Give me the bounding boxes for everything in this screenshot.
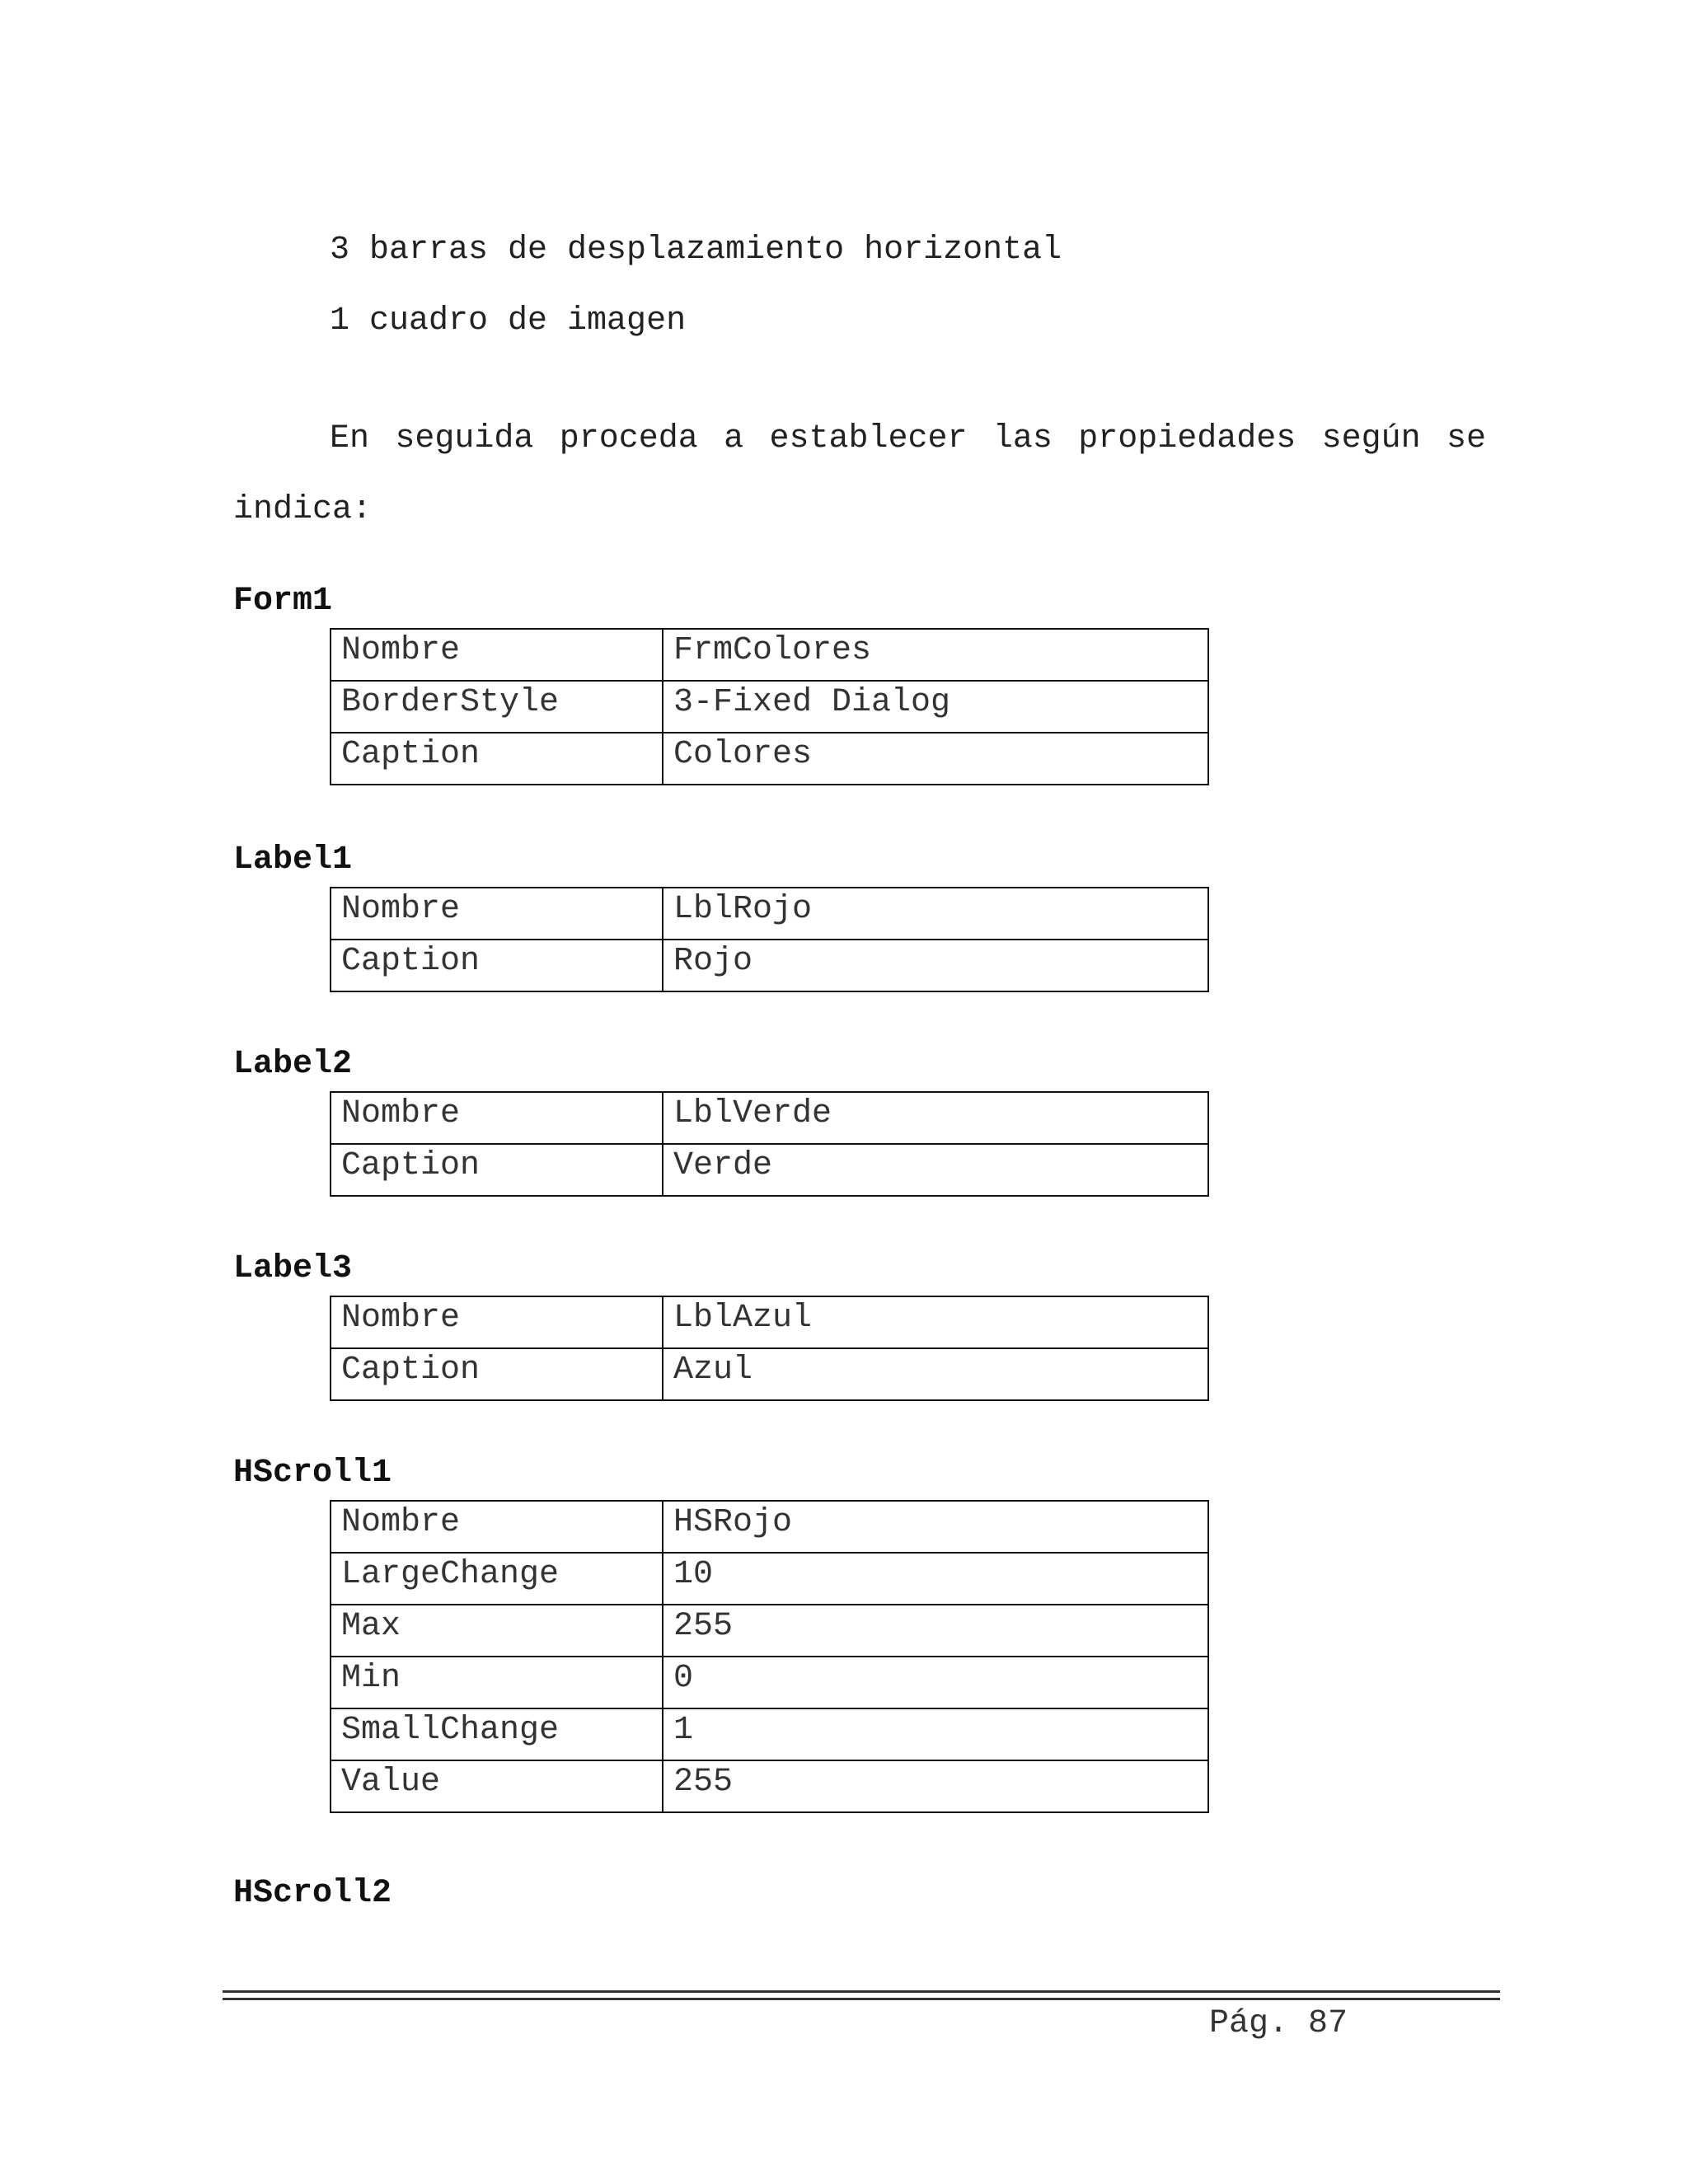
property-value: 1 <box>663 1708 1208 1760</box>
property-name: Caption <box>331 1144 663 1196</box>
property-value: Rojo <box>663 940 1208 991</box>
table-row <box>331 940 1208 991</box>
table-row <box>331 1501 1208 1553</box>
table-row <box>331 733 1208 785</box>
property-value: LblVerde <box>663 1092 1208 1144</box>
property-value: 0 <box>663 1657 1208 1708</box>
table-row <box>331 1296 1208 1348</box>
table-row <box>331 1657 1208 1708</box>
table-row <box>331 1553 1208 1605</box>
property-name: Nombre <box>331 1501 663 1553</box>
property-value: 255 <box>663 1760 1208 1812</box>
property-name: Nombre <box>331 1092 663 1144</box>
property-name: BorderStyle <box>331 681 663 733</box>
property-name: Max <box>331 1605 663 1657</box>
property-value: LblRojo <box>663 888 1208 940</box>
properties-table <box>330 1091 1209 1197</box>
list-line-scrollbars: 3 barras de desplazamiento horizontal <box>330 232 1062 269</box>
property-value: 3-Fixed Dialog <box>663 681 1208 733</box>
property-value: Azul <box>663 1348 1208 1400</box>
properties-table <box>330 1500 1209 1813</box>
property-name: Nombre <box>331 1296 663 1348</box>
footer-divider <box>223 1990 1500 1993</box>
property-value: LblAzul <box>663 1296 1208 1348</box>
property-name: Nombre <box>331 888 663 940</box>
table-row <box>331 888 1208 940</box>
list-line-image-box: 1 cuadro de imagen <box>330 302 687 340</box>
section-heading: Label3 <box>233 1250 353 1287</box>
table-row <box>331 681 1208 733</box>
property-value: 10 <box>663 1553 1208 1605</box>
property-name: Caption <box>331 733 663 785</box>
property-value: HSRojo <box>663 1501 1208 1553</box>
section-heading: HScroll1 <box>233 1455 392 1492</box>
instruction-paragraph: En seguida proceda a establecer las propiedades según se indica: <box>233 420 1486 528</box>
page-number: Pág. 87 <box>1209 2005 1348 2042</box>
properties-table <box>330 887 1209 992</box>
property-value: Colores <box>663 733 1208 785</box>
properties-table <box>330 628 1209 785</box>
table-row <box>331 1348 1208 1400</box>
property-value: FrmColores <box>663 629 1208 681</box>
section-heading: Label1 <box>233 841 353 879</box>
table-row <box>331 1605 1208 1657</box>
table-row <box>331 1144 1208 1196</box>
section-heading: HScroll2 <box>233 1875 392 1912</box>
property-name: Caption <box>331 940 663 991</box>
table-row <box>331 1760 1208 1812</box>
property-value: Verde <box>663 1144 1208 1196</box>
section-heading: Form1 <box>233 583 333 620</box>
property-name: Value <box>331 1760 663 1812</box>
table-row <box>331 1708 1208 1760</box>
properties-table <box>330 1296 1209 1401</box>
property-name: LargeChange <box>331 1553 663 1605</box>
property-name: Min <box>331 1657 663 1708</box>
footer-divider <box>223 1998 1500 2000</box>
property-name: Caption <box>331 1348 663 1400</box>
property-name: Nombre <box>331 629 663 681</box>
table-row <box>331 629 1208 681</box>
section-heading: Label2 <box>233 1046 353 1083</box>
property-name: SmallChange <box>331 1708 663 1760</box>
property-value: 255 <box>663 1605 1208 1657</box>
table-row <box>331 1092 1208 1144</box>
